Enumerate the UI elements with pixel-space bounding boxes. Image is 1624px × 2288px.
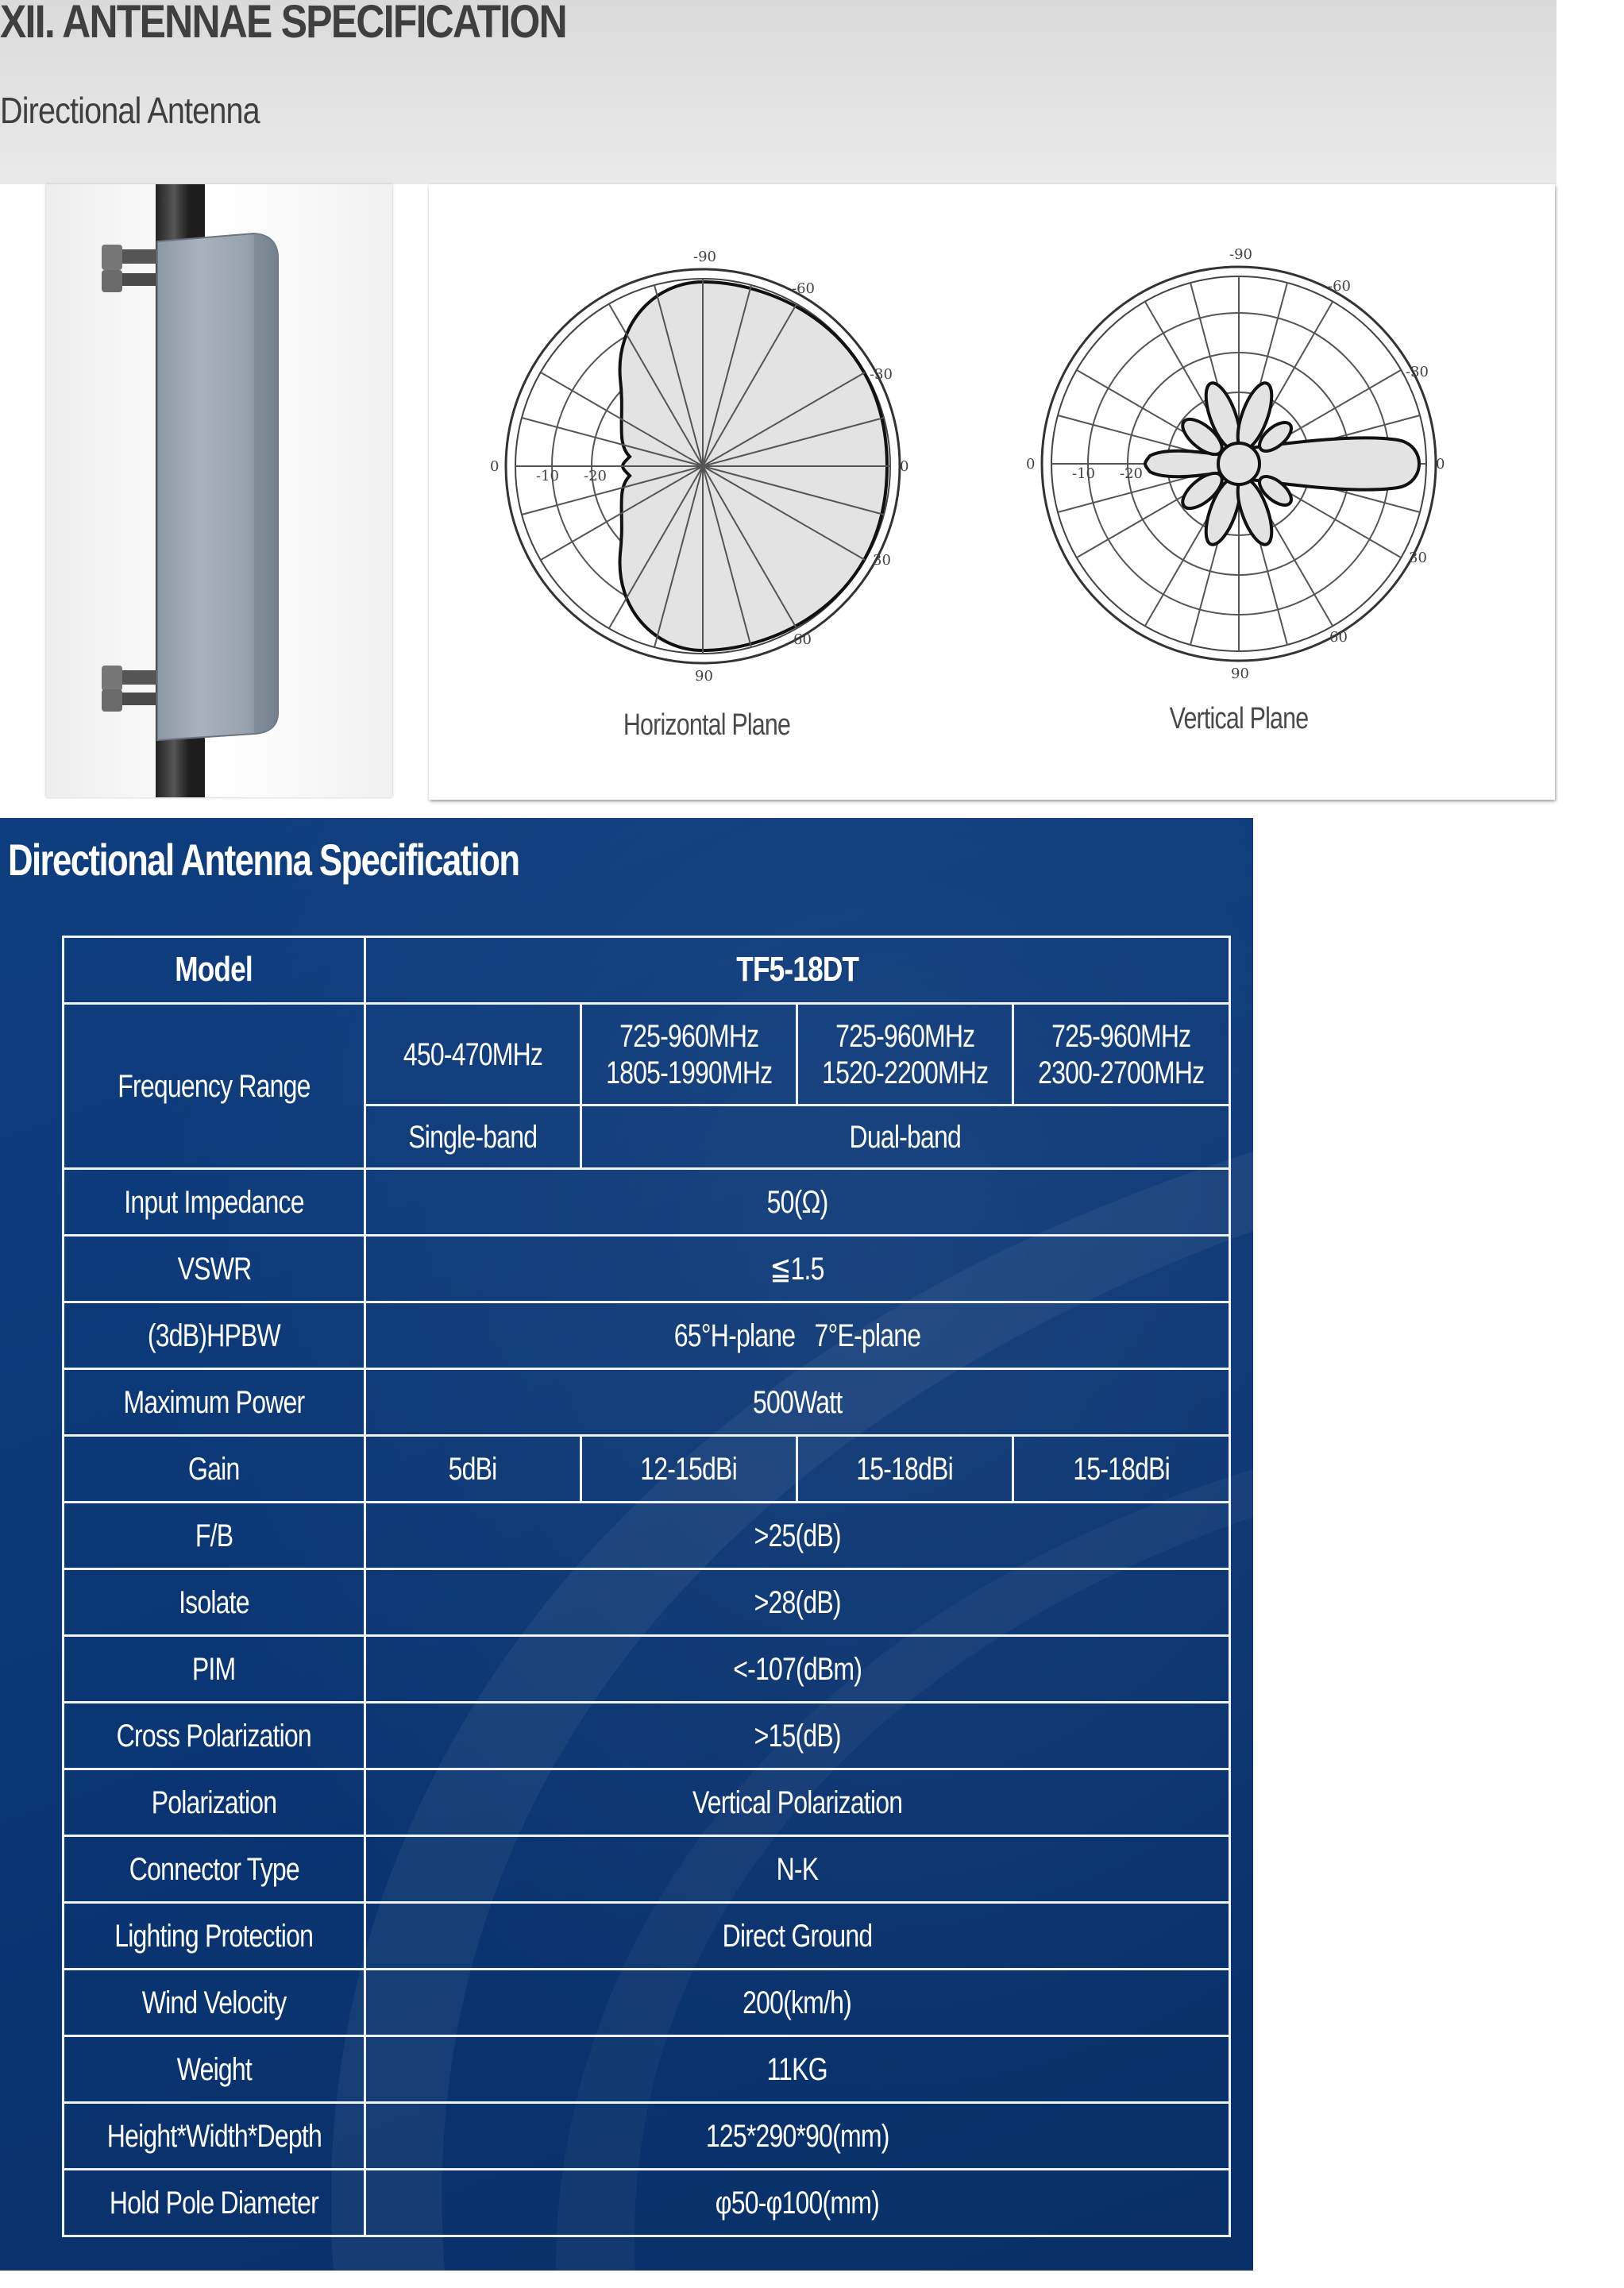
model-value-cell: TF5-18DT (365, 937, 1230, 1004)
angle-label: -20 (1120, 465, 1143, 482)
horizontal-pattern-chart (429, 184, 1016, 685)
section-subtitle: Directional Antenna (0, 90, 260, 131)
row-label: Connector Type (64, 1836, 365, 1903)
spec-table (62, 936, 1231, 2237)
section-title: XII. ANTENNAE SPECIFICATION (0, 0, 566, 48)
freq-line: 1805-1990MHz (605, 1055, 773, 1090)
spec-panel (0, 818, 1253, 2271)
radiation-pattern-panel (429, 184, 1555, 800)
table-row (64, 1970, 1230, 2036)
band-single-cell: Single-band (365, 1105, 581, 1169)
freq-cell (1013, 1004, 1230, 1105)
row-value: 65°H-plane 7°E-plane (365, 1302, 1230, 1369)
angle-label: 60 (1329, 629, 1348, 646)
row-label: Cross Polarization (64, 1703, 365, 1769)
angle-label: 0 (1436, 456, 1445, 473)
angle-label: 0 (900, 458, 909, 475)
row-value: <-107(dBm) (365, 1636, 1230, 1703)
table-row (64, 1302, 1230, 1369)
table-row (64, 1903, 1230, 1970)
angle-label: -90 (1229, 246, 1252, 263)
angle-label: -10 (1072, 465, 1095, 482)
freq-label-cell: Frequency Range (64, 1004, 365, 1169)
vertical-pattern-chart (985, 184, 1541, 682)
model-label-cell: Model (64, 937, 365, 1004)
freq-line: 2300-2700MHz (1038, 1055, 1205, 1090)
angle-label: -20 (584, 468, 607, 484)
row-value: 200(km/h) (365, 1970, 1230, 2036)
row-label: F/B (64, 1503, 365, 1569)
row-label: Wind Velocity (64, 1970, 365, 2036)
angle-label: -30 (1406, 364, 1429, 380)
table-row (64, 1503, 1230, 1569)
antenna-image (46, 184, 392, 797)
spec-title: Directional Antenna Specification (8, 835, 519, 885)
angle-label: -30 (870, 366, 893, 383)
freq-cell (797, 1004, 1013, 1105)
angle-label: 60 (793, 631, 812, 648)
gain-label-cell: Gain (64, 1436, 365, 1503)
angle-label: -60 (792, 280, 815, 297)
row-label: PIM (64, 1636, 365, 1703)
row-label: Hold Pole Diameter (64, 2170, 365, 2236)
row-label: Maximum Power (64, 1369, 365, 1436)
gain-cell: 15-18dBi (1013, 1436, 1230, 1503)
freq-cell: 450-470MHz (365, 1004, 581, 1105)
table-row (64, 1836, 1230, 1903)
table-row (64, 1169, 1230, 1236)
row-value: >28(dB) (365, 1569, 1230, 1636)
row-value: Vertical Polarization (365, 1769, 1230, 1836)
vertical-plane-caption: Vertical Plane (1169, 702, 1309, 735)
freq-line: 725-960MHz (619, 1018, 759, 1054)
table-row (64, 1636, 1230, 1703)
table-row (64, 1004, 1230, 1105)
row-label: (3dB)HPBW (64, 1302, 365, 1369)
table-row (64, 2170, 1230, 2236)
row-label: Height*Width*Depth (64, 2103, 365, 2170)
angle-label: 90 (1231, 666, 1249, 682)
freq-line: 725-960MHz (1051, 1018, 1191, 1054)
gain-cell: 5dBi (365, 1436, 581, 1503)
row-value: 11KG (365, 2036, 1230, 2103)
row-value: >25(dB) (365, 1503, 1230, 1569)
freq-line: 1520-2200MHz (821, 1055, 989, 1090)
angle-label: 0 (490, 458, 500, 475)
table-row (64, 1769, 1230, 1836)
angle-label: -90 (693, 249, 716, 265)
row-label: Isolate (64, 1569, 365, 1636)
row-value: 125*290*90(mm) (365, 2103, 1230, 2170)
table-row (64, 2103, 1230, 2170)
table-row (64, 1369, 1230, 1436)
table-row (64, 1236, 1230, 1302)
row-value: Direct Ground (365, 1903, 1230, 1970)
angle-label: -60 (1328, 278, 1351, 295)
section-header (0, 0, 1556, 184)
horizontal-plane-caption: Horizontal Plane (623, 708, 791, 742)
row-label: VSWR (64, 1236, 365, 1302)
row-value: N-K (365, 1836, 1230, 1903)
angle-label: -10 (536, 468, 559, 484)
row-label: Lighting Protection (64, 1903, 365, 1970)
row-value: 50(Ω) (365, 1169, 1230, 1236)
table-row (64, 1703, 1230, 1769)
gain-cell: 12-15dBi (581, 1436, 797, 1503)
row-value: 500Watt (365, 1369, 1230, 1436)
row-value: ≦1.5 (365, 1236, 1230, 1302)
row-value: >15(dB) (365, 1703, 1230, 1769)
antenna-photo (46, 184, 392, 797)
gain-cell: 15-18dBi (797, 1436, 1013, 1503)
table-row (64, 1569, 1230, 1636)
table-row (64, 937, 1230, 1004)
table-row (64, 2036, 1230, 2103)
row-value: φ50-φ100(mm) (365, 2170, 1230, 2236)
row-label: Polarization (64, 1769, 365, 1836)
row-label: Weight (64, 2036, 365, 2103)
angle-label: 90 (695, 668, 713, 685)
angle-label: 30 (1409, 550, 1427, 566)
angle-label: 30 (873, 552, 891, 569)
row-label: Input Impedance (64, 1169, 365, 1236)
table-row (64, 1436, 1230, 1503)
freq-line: 725-960MHz (835, 1018, 975, 1054)
freq-cell (581, 1004, 797, 1105)
band-dual-cell: Dual-band (581, 1105, 1230, 1169)
angle-label: 0 (1026, 456, 1036, 473)
